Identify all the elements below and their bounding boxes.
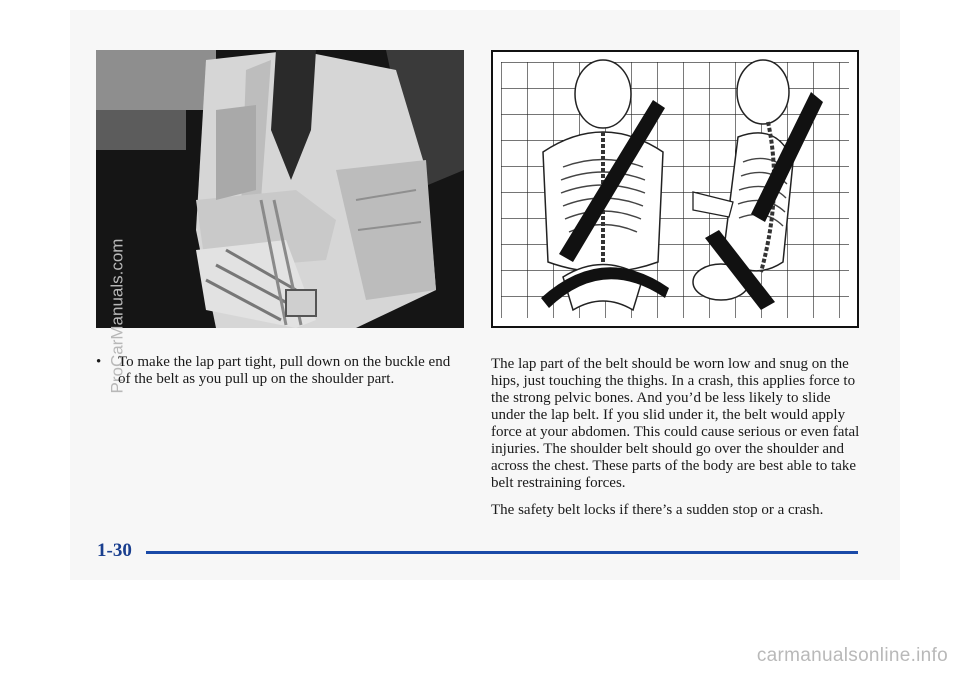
page-number: 1-30: [97, 540, 132, 561]
bullet-icon: •: [96, 354, 102, 370]
right-text-block: [491, 356, 863, 529]
carmanualsonline-watermark: carmanualsonline.info: [756, 645, 948, 666]
belt-adjust-photo: [96, 50, 464, 328]
paragraph-belt-locks: The safety belt locks if there’s a sudden stop or a crash.: [491, 502, 824, 518]
procarmanuals-watermark: ProCarManuals.com: [107, 238, 127, 394]
left-caption-text: To make the lap part tight, pull down on the buckle end of the belt as you pull up on the shoulder part.: [118, 354, 451, 387]
left-caption: [96, 354, 466, 388]
skeleton-belt-diagram: [491, 50, 859, 328]
page-rule: [146, 551, 858, 554]
paragraph-lap-belt: The lap part of the belt should be worn low and snug on the hips, just touching the thighs. In a crash, this applies force to the strong pelvic bones. And you’d be less likely to slide under the lap belt. If you slid under it, the belt would apply force at your abdomen. This could cause serious or even fatal injuries. The shoulder belt should go over the shoulder and across the chest. These parts of the body are best able to take belt restraining forces.: [491, 356, 860, 491]
